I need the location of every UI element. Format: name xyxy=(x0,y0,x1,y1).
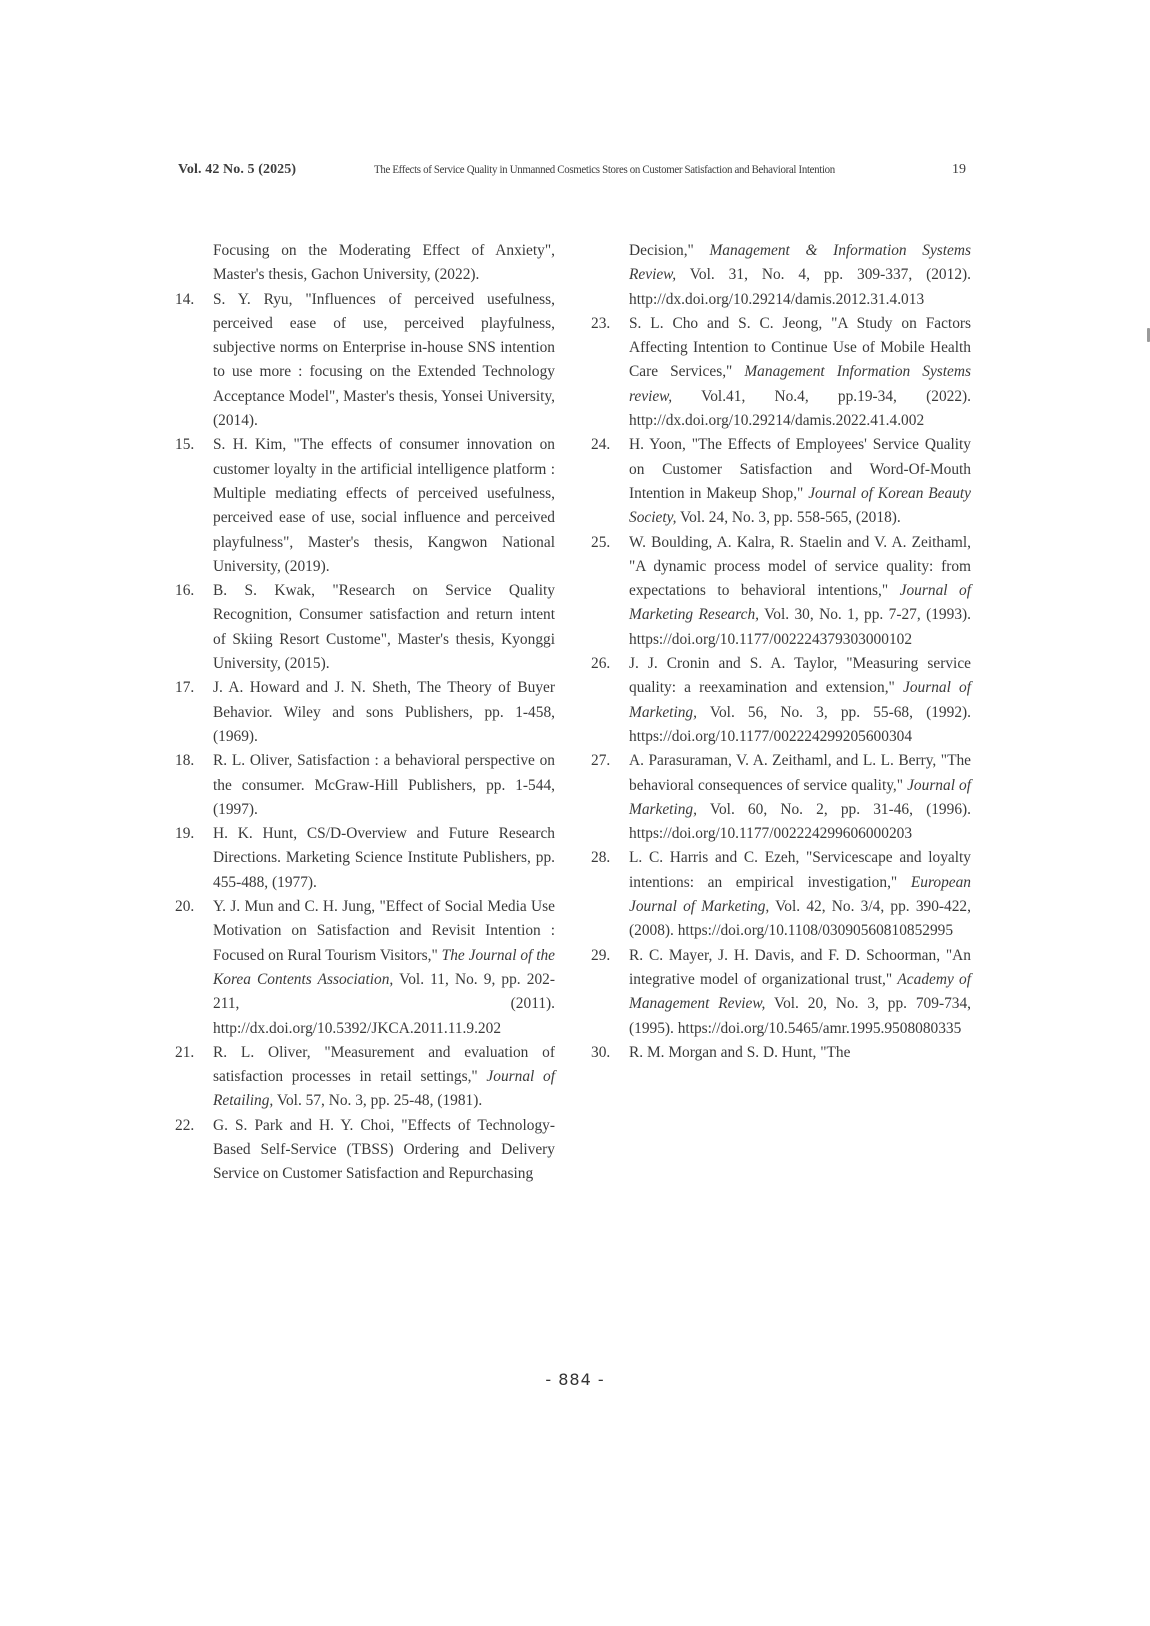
reference-number: 18. xyxy=(175,752,195,770)
reference-text xyxy=(213,895,555,1041)
article-title: The Effects of Service Quality in Unmanned Cosmetics Stores on Customer Satisfaction and Behavioral Intention xyxy=(374,163,835,176)
reference-details: Vol. 30, No. 1, pp. 7-27, (1993). https://doi.org/10.1177/002224379303000102 xyxy=(629,606,971,648)
reference-item xyxy=(175,433,555,579)
reference-item xyxy=(591,749,971,846)
journal-name: Journal of Marketing, xyxy=(629,679,971,721)
reference-text xyxy=(213,1041,555,1114)
reference-text xyxy=(629,944,971,1041)
reference-number: 16. xyxy=(175,582,195,600)
reference-item xyxy=(175,822,555,895)
reference-item xyxy=(591,944,971,1041)
reference-text: R. M. Morgan and S. D. Hunt, "The xyxy=(629,1043,851,1061)
reference-details: Vol. 57, No. 3, pp. 25-48, (1981). xyxy=(273,1092,483,1110)
reference-continuation xyxy=(591,239,971,312)
reference-item xyxy=(175,288,555,434)
reference-number: 24. xyxy=(591,436,611,454)
reference-authors-title: R. C. Mayer, J. H. Davis, and F. D. Schoorman, "An integrative model of organizational trust," xyxy=(629,946,971,988)
reference-item xyxy=(175,895,555,1041)
reference-details: Vol.41, No.4, pp.19-34, (2022). http://dx.doi.org/10.29214/damis.2022.41.4.002 xyxy=(629,387,971,430)
journal-name: Journal of Retailing, xyxy=(213,1068,555,1110)
page-footer-number: - 884 - xyxy=(545,1370,605,1389)
reference-item xyxy=(591,531,971,652)
reference-item xyxy=(175,579,555,676)
reference-number: 29. xyxy=(591,946,611,964)
reference-authors-title: S. L. Cho and S. C. Jeong, "A Study on Factors Affecting Intention to Continue Use of Mobile Health Care Services," xyxy=(629,314,971,381)
reference-number: 23. xyxy=(591,314,611,332)
reference-number: 14. xyxy=(175,290,195,308)
journal-name: Academy of Management Review, xyxy=(629,970,971,1013)
reference-details: Vol. 42, No. 3/4, pp. 390-422, (2008). https://doi.org/10.1108/03090560810852995 xyxy=(629,898,971,940)
reference-text: S. H. Kim, "The effects of consumer innovation on customer loyalty in the artificial intelligence platform : Multiple mediating effects of perceived usefulness, perceived ease of use, social influence and perceived playfulness", Master's thesis, Kangwon National University, (2019). xyxy=(213,436,555,575)
reference-item xyxy=(175,1114,555,1187)
reference-number: 28. xyxy=(591,849,611,867)
reference-number: 20. xyxy=(175,898,195,916)
reference-details: Vol. 60, No. 2, pp. 31-46, (1996). https://doi.org/10.1177/002224299606000203 xyxy=(629,800,971,843)
reference-number: 30. xyxy=(591,1043,611,1061)
reference-text: Focusing on the Moderating Effect of Anxiety", Master's thesis, Gachon University, (2022). xyxy=(213,242,555,284)
reference-item xyxy=(591,433,971,530)
reference-number: 21. xyxy=(175,1043,195,1061)
reference-text xyxy=(629,749,971,846)
reference-text xyxy=(629,239,971,312)
reference-details: Vol. 20, No. 3, pp. 709-734, (1995). https://doi.org/10.5465/amr.1995.9508080335 xyxy=(629,995,972,1037)
reference-authors-title: H. Yoon, "The Effects of Employees' Service Quality on Customer Satisfaction and Word-Of-Mouth Intention in Makeup Shop," xyxy=(629,436,971,502)
journal-name: Journal of Marketing, xyxy=(629,776,971,818)
reference-authors-title: A. Parasuraman, V. A. Zeithaml, and L. L. Berry, "The behavioral consequences of service quality," xyxy=(629,752,971,794)
reference-number: 15. xyxy=(175,436,195,454)
reference-number: 25. xyxy=(591,533,611,551)
reference-details: Vol. 11, No. 9, pp. 202-211, (2011). http://dx.doi.org/10.5392/JKCA.2011.11.9.202 xyxy=(213,970,555,1037)
reference-number: 22. xyxy=(175,1116,195,1134)
reference-number: 26. xyxy=(591,655,611,673)
reference-text: B. S. Kwak, "Research on Service Quality Recognition, Consumer satisfaction and return intent of Skiing Resort Custome", Master's thesis, Kyonggi University, (2015). xyxy=(213,582,555,673)
reference-item xyxy=(175,676,555,749)
reference-authors-title: Y. J. Mun and C. H. Jung, "Effect of Social Media Use Motivation on Satisfaction and Revisit Intention : Focused on Rural Tourism Visitors," xyxy=(213,898,555,964)
running-header xyxy=(178,162,966,182)
reference-item xyxy=(591,1041,971,1065)
reference-authors-title: J. J. Cronin and S. A. Taylor, "Measuring service quality: a reexamination and extension," xyxy=(629,655,971,697)
reference-text: J. A. Howard and J. N. Sheth, The Theory of Buyer Behavior. Wiley and sons Publishers, pp. 1-458, (1969). xyxy=(213,679,555,745)
reference-details: Vol. 56, No. 3, pp. 55-68, (1992). https://doi.org/10.1177/002224299205600304 xyxy=(629,703,971,745)
journal-name: Management Information Systems review, xyxy=(629,363,971,405)
reference-text xyxy=(629,433,971,530)
reference-authors-title: W. Boulding, A. Kalra, R. Staelin and V. A. Zeithaml, "A dynamic process model of service quality: from expectations to behavioral intentions," xyxy=(629,533,971,600)
reference-text xyxy=(629,531,971,652)
reference-number: 27. xyxy=(591,752,611,770)
header-page-number: 19 xyxy=(952,162,966,177)
journal-name: Journal of Marketing Research, xyxy=(629,582,971,624)
reference-number: 19. xyxy=(175,825,195,843)
journal-name: The Journal of the Korea Contents Association, xyxy=(213,946,555,988)
reference-item xyxy=(175,749,555,822)
journal-name: Management & Information Systems Review, xyxy=(629,242,971,284)
journal-name: Journal of Korean Beauty Society, xyxy=(629,484,971,527)
reference-details: Vol. 31, No. 4, pp. 309-337, (2012). http://dx.doi.org/10.29214/damis.2012.31.4.013 xyxy=(629,266,971,308)
reference-authors-title: L. C. Harris and C. Ezeh, "Servicescape and loyalty intentions: an empirical investigation," xyxy=(629,849,971,891)
volume-label: Vol. 42 No. 5 (2025) xyxy=(178,162,297,177)
reference-text xyxy=(629,652,971,749)
reference-text: R. L. Oliver, Satisfaction : a behavioral perspective on the consumer. McGraw-Hill Publishers, pp. 1-544, (1997). xyxy=(213,752,555,818)
reference-number: 17. xyxy=(175,679,195,697)
reference-details: Vol. 24, No. 3, pp. 558-565, (2018). xyxy=(676,509,901,527)
reference-text: G. S. Park and H. Y. Choi, "Effects of Technology-Based Self-Service (TBSS) Ordering and Delivery Service on Customer Satisfaction and Repurchasing xyxy=(213,1116,555,1183)
reference-item xyxy=(591,312,971,433)
journal-name: European Journal of Marketing, xyxy=(629,873,971,916)
reference-item xyxy=(175,1041,555,1114)
reference-text: S. Y. Ryu, "Influences of perceived usefulness, perceived ease of use, perceived playfulness, subjective norms on Enterprise in-house SNS intention to use more : focusing on the Extended Technology Acceptance Model", Master's thesis, Yonsei University, (2014). xyxy=(213,290,555,430)
reference-authors-title: Decision," xyxy=(629,242,710,259)
reference-text xyxy=(629,312,971,433)
reference-text xyxy=(629,846,971,943)
reference-continuation xyxy=(175,239,555,288)
references-right-column xyxy=(591,239,971,1065)
references-left-column xyxy=(175,239,555,1187)
reference-text: H. K. Hunt, CS/D-Overview and Future Research Directions. Marketing Science Institute Publishers, pp. 455-488, (1977). xyxy=(213,825,555,891)
reference-item xyxy=(591,652,971,749)
reference-authors-title: R. L. Oliver, "Measurement and evaluation of satisfaction processes in retail settings," xyxy=(213,1043,555,1086)
reference-item xyxy=(591,846,971,943)
